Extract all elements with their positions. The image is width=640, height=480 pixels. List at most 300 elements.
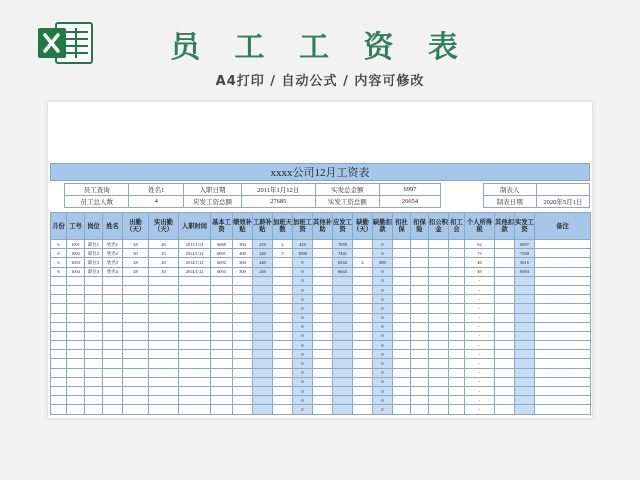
table-cell[interactable] xyxy=(273,387,293,396)
table-cell[interactable] xyxy=(211,396,233,405)
table-cell[interactable] xyxy=(353,341,373,350)
table-cell[interactable]: 7368 xyxy=(515,249,535,258)
table-cell[interactable]: - xyxy=(465,396,495,405)
table-cell[interactable] xyxy=(411,313,429,322)
table-cell[interactable] xyxy=(233,341,253,350)
column-header-14[interactable]: 缺勤（天） xyxy=(353,213,373,240)
table-cell[interactable] xyxy=(211,341,233,350)
table-cell[interactable]: 0 xyxy=(373,368,393,377)
table-cell[interactable] xyxy=(273,405,293,414)
table-cell[interactable] xyxy=(85,322,103,331)
table-cell[interactable] xyxy=(411,359,429,368)
table-cell[interactable] xyxy=(535,258,591,267)
table-cell[interactable] xyxy=(51,304,67,313)
column-header-12[interactable]: 其他补助 xyxy=(313,213,333,240)
table-cell[interactable]: 6643 xyxy=(333,267,353,276)
table-cell[interactable]: - xyxy=(465,313,495,322)
table-cell[interactable]: 0 xyxy=(293,276,313,285)
table-cell[interactable] xyxy=(449,331,465,340)
table-cell[interactable] xyxy=(253,387,273,396)
table-cell[interactable] xyxy=(233,285,253,294)
table-cell[interactable] xyxy=(179,313,211,322)
table-cell[interactable] xyxy=(495,377,515,386)
table-cell[interactable] xyxy=(429,267,449,276)
table-cell[interactable]: 0 xyxy=(373,267,393,276)
table-cell[interactable] xyxy=(211,285,233,294)
table-cell[interactable] xyxy=(495,396,515,405)
table-cell[interactable] xyxy=(535,240,591,249)
column-header-22[interactable]: 实发工资 xyxy=(515,213,535,240)
table-cell[interactable] xyxy=(333,405,353,414)
table-cell[interactable] xyxy=(411,276,429,285)
table-cell[interactable]: 20 xyxy=(149,258,179,267)
table-cell[interactable] xyxy=(253,350,273,359)
maker-value[interactable] xyxy=(536,184,589,196)
column-header-20[interactable]: 个人所得税 xyxy=(465,213,495,240)
table-cell[interactable] xyxy=(411,285,429,294)
table-cell[interactable] xyxy=(67,377,85,386)
table-cell[interactable] xyxy=(411,240,429,249)
table-cell[interactable] xyxy=(211,368,233,377)
table-cell[interactable]: 0 xyxy=(293,285,313,294)
table-cell[interactable] xyxy=(515,331,535,340)
table-cell[interactable] xyxy=(449,240,465,249)
table-cell[interactable] xyxy=(449,285,465,294)
table-cell[interactable] xyxy=(429,304,449,313)
table-cell[interactable]: 73 xyxy=(465,249,495,258)
table-cell[interactable] xyxy=(85,341,103,350)
table-cell[interactable] xyxy=(149,396,179,405)
table-cell[interactable] xyxy=(179,377,211,386)
table-cell[interactable] xyxy=(495,313,515,322)
table-cell[interactable] xyxy=(333,350,353,359)
table-cell[interactable] xyxy=(67,396,85,405)
table-cell[interactable]: 6 xyxy=(51,267,67,276)
table-cell[interactable] xyxy=(273,359,293,368)
table-cell[interactable] xyxy=(333,304,353,313)
table-cell[interactable] xyxy=(411,331,429,340)
table-cell[interactable] xyxy=(313,387,333,396)
table-cell[interactable]: 30 xyxy=(123,249,149,258)
table-cell[interactable]: 0 xyxy=(373,405,393,414)
table-cell[interactable] xyxy=(103,368,123,377)
table-cell[interactable]: 28 xyxy=(123,267,149,276)
table-cell[interactable] xyxy=(353,267,373,276)
column-header-5[interactable]: 实出勤（天） xyxy=(149,213,179,240)
table-cell[interactable] xyxy=(123,359,149,368)
table-cell[interactable]: 0 xyxy=(293,350,313,359)
table-cell[interactable] xyxy=(123,387,149,396)
table-cell[interactable]: 26 xyxy=(149,240,179,249)
table-cell[interactable] xyxy=(85,387,103,396)
table-cell[interactable] xyxy=(253,322,273,331)
table-cell[interactable] xyxy=(313,359,333,368)
table-cell[interactable] xyxy=(449,295,465,304)
table-cell[interactable] xyxy=(333,331,353,340)
table-cell[interactable] xyxy=(449,313,465,322)
table-cell[interactable] xyxy=(67,331,85,340)
table-cell[interactable] xyxy=(123,285,149,294)
table-cell[interactable] xyxy=(123,377,149,386)
table-cell[interactable] xyxy=(179,276,211,285)
table-cell[interactable]: 5616 xyxy=(515,258,535,267)
table-cell[interactable] xyxy=(535,331,591,340)
table-cell[interactable] xyxy=(103,377,123,386)
table-cell[interactable]: 240 xyxy=(253,258,273,267)
table-cell[interactable] xyxy=(429,249,449,258)
table-cell[interactable] xyxy=(495,240,515,249)
table-cell[interactable] xyxy=(51,285,67,294)
table-cell[interactable]: 28 xyxy=(123,258,149,267)
table-cell[interactable] xyxy=(103,359,123,368)
table-cell[interactable] xyxy=(393,276,411,285)
table-cell[interactable] xyxy=(313,322,333,331)
table-cell[interactable] xyxy=(393,295,411,304)
table-cell[interactable] xyxy=(51,387,67,396)
table-cell[interactable] xyxy=(495,258,515,267)
table-cell[interactable] xyxy=(85,285,103,294)
table-cell[interactable] xyxy=(313,313,333,322)
table-cell[interactable] xyxy=(253,313,273,322)
table-cell[interactable]: 2 xyxy=(273,240,293,249)
table-cell[interactable] xyxy=(51,313,67,322)
table-cell[interactable]: 0 xyxy=(293,387,313,396)
table-cell[interactable] xyxy=(179,405,211,414)
table-cell[interactable]: 6 xyxy=(51,240,67,249)
table-cell[interactable] xyxy=(149,276,179,285)
table-cell[interactable] xyxy=(273,258,293,267)
table-cell[interactable] xyxy=(67,295,85,304)
table-cell[interactable] xyxy=(313,267,333,276)
table-cell[interactable] xyxy=(67,405,85,414)
table-cell[interactable] xyxy=(411,341,429,350)
column-header-11[interactable]: 加班工资 xyxy=(293,213,313,240)
table-cell[interactable]: 0 xyxy=(373,295,393,304)
table-cell[interactable] xyxy=(253,295,273,304)
table-cell[interactable]: 0 xyxy=(373,387,393,396)
table-cell[interactable] xyxy=(535,285,591,294)
table-cell[interactable] xyxy=(273,304,293,313)
table-cell[interactable] xyxy=(353,276,373,285)
table-cell[interactable] xyxy=(179,295,211,304)
table-cell[interactable] xyxy=(393,267,411,276)
table-cell[interactable]: 0 xyxy=(373,240,393,249)
table-cell[interactable] xyxy=(103,313,123,322)
table-cell[interactable] xyxy=(429,295,449,304)
table-cell[interactable] xyxy=(313,249,333,258)
column-header-9[interactable]: 工龄补贴 xyxy=(253,213,273,240)
table-cell[interactable] xyxy=(123,368,149,377)
table-cell[interactable] xyxy=(253,377,273,386)
table-cell[interactable] xyxy=(233,350,253,359)
table-cell[interactable] xyxy=(211,276,233,285)
table-cell[interactable] xyxy=(429,387,449,396)
table-cell[interactable] xyxy=(51,405,67,414)
table-cell[interactable] xyxy=(429,313,449,322)
table-cell[interactable] xyxy=(149,405,179,414)
table-cell[interactable]: 0 xyxy=(293,304,313,313)
table-cell[interactable]: - xyxy=(465,359,495,368)
table-cell[interactable] xyxy=(103,304,123,313)
table-cell[interactable]: 420 xyxy=(293,240,313,249)
table-cell[interactable] xyxy=(353,405,373,414)
table-cell[interactable]: 6669 xyxy=(211,240,233,249)
table-cell[interactable]: 姓名3 xyxy=(103,258,123,267)
table-cell[interactable] xyxy=(273,285,293,294)
table-cell[interactable] xyxy=(233,322,253,331)
table-cell[interactable] xyxy=(233,396,253,405)
table-cell[interactable] xyxy=(411,322,429,331)
table-cell[interactable] xyxy=(233,405,253,414)
table-cell[interactable] xyxy=(211,322,233,331)
table-cell[interactable] xyxy=(273,267,293,276)
table-cell[interactable] xyxy=(233,304,253,313)
column-header-17[interactable]: 扣保险 xyxy=(411,213,429,240)
table-cell[interactable] xyxy=(515,396,535,405)
table-cell[interactable] xyxy=(535,249,591,258)
table-cell[interactable] xyxy=(149,304,179,313)
table-cell[interactable]: 2011/1/12 xyxy=(179,240,211,249)
table-cell[interactable] xyxy=(253,368,273,377)
column-header-2[interactable]: 岗位 xyxy=(85,213,103,240)
table-cell[interactable] xyxy=(253,359,273,368)
table-cell[interactable] xyxy=(313,240,333,249)
table-cell[interactable] xyxy=(211,359,233,368)
table-cell[interactable] xyxy=(85,396,103,405)
table-cell[interactable] xyxy=(123,276,149,285)
table-cell[interactable] xyxy=(85,313,103,322)
table-cell[interactable] xyxy=(123,396,149,405)
table-cell[interactable] xyxy=(273,276,293,285)
table-cell[interactable] xyxy=(149,341,179,350)
table-cell[interactable] xyxy=(411,249,429,258)
table-cell[interactable] xyxy=(535,322,591,331)
table-cell[interactable] xyxy=(313,405,333,414)
table-cell[interactable] xyxy=(67,368,85,377)
table-cell[interactable] xyxy=(67,313,85,322)
table-cell[interactable] xyxy=(211,405,233,414)
table-cell[interactable] xyxy=(233,368,253,377)
table-cell[interactable] xyxy=(51,341,67,350)
table-cell[interactable] xyxy=(411,295,429,304)
table-cell[interactable] xyxy=(85,405,103,414)
table-cell[interactable] xyxy=(313,276,333,285)
table-cell[interactable] xyxy=(449,249,465,258)
table-cell[interactable]: 姓名1 xyxy=(103,240,123,249)
table-cell[interactable] xyxy=(393,304,411,313)
table-cell[interactable] xyxy=(535,276,591,285)
table-cell[interactable] xyxy=(51,396,67,405)
table-cell[interactable] xyxy=(535,377,591,386)
table-cell[interactable] xyxy=(123,331,149,340)
table-cell[interactable] xyxy=(253,331,273,340)
table-cell[interactable] xyxy=(253,405,273,414)
table-cell[interactable] xyxy=(515,387,535,396)
column-header-23[interactable]: 备注 xyxy=(535,213,591,240)
table-cell[interactable] xyxy=(233,313,253,322)
table-cell[interactable] xyxy=(429,341,449,350)
table-cell[interactable] xyxy=(353,322,373,331)
table-cell[interactable]: 职位2 xyxy=(85,249,103,258)
table-cell[interactable] xyxy=(353,387,373,396)
column-header-21[interactable]: 其他扣款 xyxy=(495,213,515,240)
table-cell[interactable]: 0 xyxy=(293,377,313,386)
column-header-3[interactable]: 姓名 xyxy=(103,213,123,240)
table-cell[interactable] xyxy=(393,322,411,331)
table-cell[interactable]: 0 xyxy=(373,322,393,331)
table-cell[interactable] xyxy=(211,304,233,313)
table-cell[interactable] xyxy=(353,368,373,377)
table-cell[interactable]: 0 xyxy=(293,331,313,340)
table-cell[interactable] xyxy=(495,285,515,294)
table-cell[interactable] xyxy=(515,276,535,285)
table-cell[interactable] xyxy=(449,304,465,313)
table-cell[interactable]: 2014/1/12 xyxy=(179,258,211,267)
table-cell[interactable] xyxy=(179,322,211,331)
table-cell[interactable]: 职位4 xyxy=(85,267,103,276)
table-cell[interactable] xyxy=(411,368,429,377)
table-cell[interactable]: 0 xyxy=(293,322,313,331)
table-cell[interactable]: 0 xyxy=(293,405,313,414)
table-cell[interactable] xyxy=(51,295,67,304)
table-cell[interactable] xyxy=(411,267,429,276)
table-cell[interactable] xyxy=(535,304,591,313)
table-cell[interactable]: - xyxy=(465,285,495,294)
table-cell[interactable] xyxy=(67,322,85,331)
table-cell[interactable] xyxy=(179,387,211,396)
column-header-10[interactable]: 加班天数 xyxy=(273,213,293,240)
table-cell[interactable] xyxy=(103,387,123,396)
table-cell[interactable] xyxy=(273,313,293,322)
table-cell[interactable] xyxy=(411,350,429,359)
table-cell[interactable]: 1001 xyxy=(67,240,85,249)
table-cell[interactable] xyxy=(103,276,123,285)
table-cell[interactable] xyxy=(333,359,353,368)
table-cell[interactable] xyxy=(313,396,333,405)
table-cell[interactable] xyxy=(515,322,535,331)
table-cell[interactable] xyxy=(67,276,85,285)
table-cell[interactable]: 25 xyxy=(149,249,179,258)
table-cell[interactable] xyxy=(515,341,535,350)
table-cell[interactable] xyxy=(515,377,535,386)
table-cell[interactable]: 200 xyxy=(233,249,253,258)
column-header-15[interactable]: 缺勤扣款 xyxy=(373,213,393,240)
table-cell[interactable] xyxy=(51,377,67,386)
table-cell[interactable] xyxy=(429,322,449,331)
table-cell[interactable] xyxy=(393,285,411,294)
table-cell[interactable] xyxy=(429,396,449,405)
column-header-1[interactable]: 工号 xyxy=(67,213,85,240)
table-cell[interactable] xyxy=(411,258,429,267)
table-cell[interactable]: 1000 xyxy=(293,249,313,258)
table-cell[interactable] xyxy=(333,377,353,386)
table-cell[interactable] xyxy=(429,359,449,368)
table-cell[interactable]: 0 xyxy=(293,341,313,350)
table-cell[interactable] xyxy=(333,313,353,322)
table-cell[interactable] xyxy=(449,276,465,285)
table-cell[interactable] xyxy=(429,258,449,267)
table-cell[interactable] xyxy=(85,304,103,313)
table-cell[interactable] xyxy=(495,322,515,331)
table-cell[interactable] xyxy=(393,331,411,340)
table-cell[interactable] xyxy=(233,387,253,396)
column-header-0[interactable]: 月份 xyxy=(51,213,67,240)
table-cell[interactable] xyxy=(495,359,515,368)
table-cell[interactable] xyxy=(103,295,123,304)
table-cell[interactable] xyxy=(85,331,103,340)
table-cell[interactable]: 6594 xyxy=(515,267,535,276)
table-cell[interactable]: 0 xyxy=(293,258,313,267)
table-cell[interactable] xyxy=(515,295,535,304)
table-cell[interactable] xyxy=(123,322,149,331)
table-cell[interactable]: 62 xyxy=(465,240,495,249)
table-cell[interactable] xyxy=(353,249,373,258)
table-cell[interactable] xyxy=(535,368,591,377)
table-cell[interactable] xyxy=(393,249,411,258)
table-cell[interactable] xyxy=(179,285,211,294)
table-cell[interactable]: 28 xyxy=(123,240,149,249)
table-cell[interactable]: 6002 xyxy=(211,258,233,267)
table-cell[interactable] xyxy=(179,396,211,405)
table-cell[interactable] xyxy=(333,285,353,294)
table-cell[interactable] xyxy=(103,350,123,359)
table-cell[interactable]: 240 xyxy=(253,267,273,276)
table-cell[interactable] xyxy=(495,350,515,359)
table-cell[interactable]: 0 xyxy=(373,285,393,294)
table-cell[interactable]: 300 xyxy=(233,240,253,249)
table-cell[interactable] xyxy=(211,331,233,340)
table-cell[interactable] xyxy=(123,304,149,313)
table-cell[interactable] xyxy=(233,295,253,304)
table-cell[interactable] xyxy=(449,368,465,377)
table-cell[interactable] xyxy=(123,405,149,414)
table-cell[interactable] xyxy=(313,341,333,350)
table-cell[interactable] xyxy=(429,368,449,377)
table-cell[interactable] xyxy=(233,276,253,285)
column-header-4[interactable]: 出勤（天） xyxy=(123,213,149,240)
column-header-19[interactable]: 扣工会 xyxy=(449,213,465,240)
table-cell[interactable] xyxy=(103,285,123,294)
table-cell[interactable] xyxy=(253,285,273,294)
table-cell[interactable] xyxy=(273,368,293,377)
table-cell[interactable] xyxy=(353,331,373,340)
table-cell[interactable] xyxy=(393,405,411,414)
table-cell[interactable] xyxy=(449,405,465,414)
table-cell[interactable] xyxy=(273,341,293,350)
table-cell[interactable] xyxy=(429,331,449,340)
table-cell[interactable] xyxy=(179,331,211,340)
column-header-7[interactable]: 基本工资 xyxy=(211,213,233,240)
table-cell[interactable] xyxy=(85,359,103,368)
table-cell[interactable] xyxy=(393,313,411,322)
table-cell[interactable]: 6542 xyxy=(333,258,353,267)
table-cell[interactable] xyxy=(313,295,333,304)
table-cell[interactable] xyxy=(211,377,233,386)
column-header-18[interactable]: 扣公积金 xyxy=(429,213,449,240)
table-cell[interactable] xyxy=(411,387,429,396)
table-cell[interactable] xyxy=(353,285,373,294)
column-header-8[interactable]: 绩效补贴 xyxy=(233,213,253,240)
table-cell[interactable] xyxy=(313,304,333,313)
table-cell[interactable]: 30 xyxy=(149,267,179,276)
table-cell[interactable] xyxy=(103,341,123,350)
table-cell[interactable]: 5 xyxy=(273,249,293,258)
table-cell[interactable]: 0 xyxy=(373,276,393,285)
table-cell[interactable] xyxy=(233,377,253,386)
table-cell[interactable]: 300 xyxy=(233,258,253,267)
table-cell[interactable] xyxy=(313,350,333,359)
date-value[interactable]: 2020年5月1日 xyxy=(536,196,589,208)
